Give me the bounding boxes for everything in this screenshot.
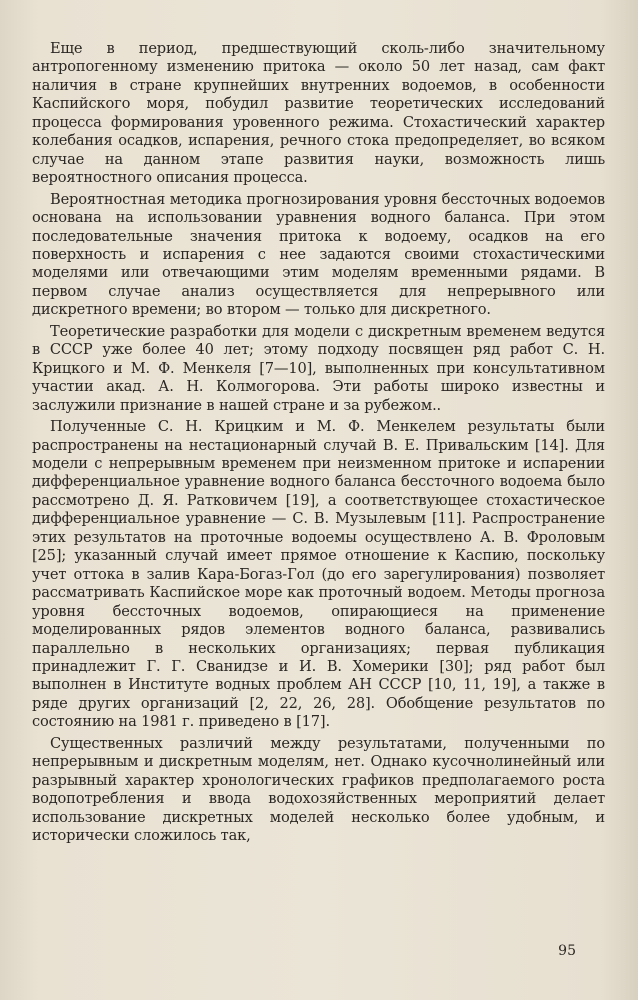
paragraph-3: Теоретические разработки для модели с дискретным временем ведутся в СССР уже более 40 лет; этому подходу посвящен ряд работ С. Н. Крицкого и М. Ф. Менкеля [7—10], выполненных при консультативном участии акад. А. Н. Колмогорова. Эти работы широко известны и заслужили признание в нашей стране и за рубежом.. (32, 322, 605, 414)
paragraph-2: Вероятностная методика прогнозирования уровня бессточных водоемов основана на использовании уравнения водного баланса. При этом последовательные значения притока к водоему, осадков на его поверхность и испарения с нее задаются своими стохастическими моделями или отвечающими этим моделям временными рядами. В первом случае анализ осуществляется для непрерывного или дискретного времени; во втором — только для дискретного. (32, 190, 605, 319)
body-text (32, 40, 605, 848)
page-number: 95 (558, 943, 576, 959)
paragraph-1: Еще в период, предшествующий сколь-либо значительному антропогенному изменению притока — около 50 лет назад, сам факт наличия в стране крупнейших внутренних водоемов, в особенности Каспийского моря, побудил развитие теоретических исследований процесса формирования уровенного режима. Стохастический характер колебания осадков, испарения, речного стока предопределяет, во всяком случае на данном этапе развития науки, возможность лишь вероятностного описания процесса. (32, 40, 605, 187)
paragraph-4: Полученные С. Н. Крицким и М. Ф. Менкелем результаты были распространены на нестационарный случай В. Е. Привальским [14]. Для модели с непрерывным временем при неизменном притоке и испарении дифференциальное уравнение водного баланса бессточного водоема было рассмотрено Д. Я. Ратковичем [19], а соответствующее стохастическое дифференциальное уравнение — С. В. Музылевым [11]. Распространение этих результатов на проточные водоемы осуществлено А. В. Фроловым [25]; указанный случай имеет прямое отношение к Каспию, поскольку учет оттока в залив Кара-Богаз-Гол (до его зарегулирования) позволяет рассматривать Каспийское море как проточный водоем. Методы прогноза уровня бессточных водоемов, опирающиеся на применение моделированных рядов элементов водного баланса, развивались параллельно в нескольких организациях; первая публикация принадлежит Г. Г. Сванидзе и И. В. Хомерики [30]; ряд работ был выполнен в Институте водных проблем АН СССР [10, 11, 19], а также в ряде других организаций [2, 22, 26, 28]. Обобщение результатов по состоянию на 1981 г. приведено в [17]. (32, 418, 605, 731)
paragraph-5: Существенных различий между результатами, полученными по непрерывным и дискретным моделям, нет. Однако кусочнолинейный или разрывный характер хронологических графиков предполагаемого роста водопотребления и ввода водохозяйственных мероприятий делает использование дискретных моделей несколько более удобным, и исторически сложилось так, (32, 734, 605, 845)
